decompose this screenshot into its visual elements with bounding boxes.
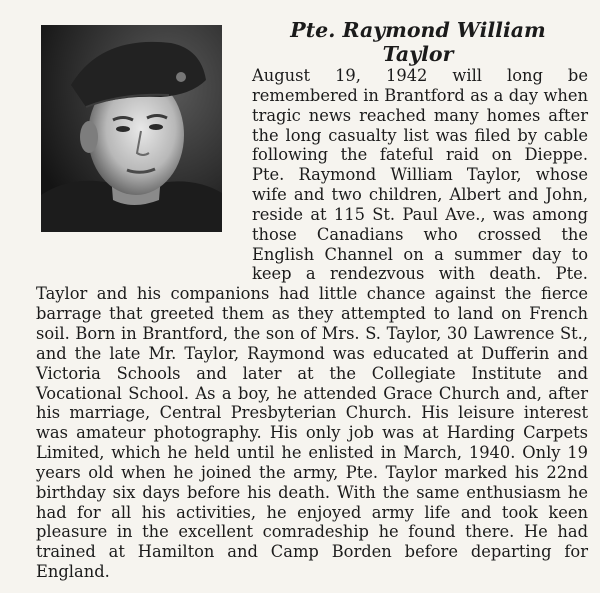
page-title — [268, 18, 568, 66]
article-body — [36, 66, 588, 582]
article-paragraph: August 19, 1942 will long be remembered in Brantford as a day when tragic news reached many homes after the long casualty list was filed by cable following the fateful raid on Dieppe. Pte. Raymond William Taylor, whose wife and two children, Albert and John, reside at 115 St. Paul Ave., was among those Canadians who crossed the English Channel on a summer day to keep a rendezvous with death. Pte. Taylor and his companions had little chance against the fierce barrage that greeted them as they attempted to land on French soil. Born in Brantford, the son of Mrs. S. Taylor, 30 Lawrence St., and the late Mr. Taylor, Raymond was educated at Dufferin and Victoria Schools and later at the Collegiate Institute and Vocational School. As a boy, he attended Grace Church and, after his marriage, Central Presbyterian Church. His leisure interest was amateur photography. His only job was at Harding Carpets Limited, which he held until he enlisted in March, 1940. Only 19 years old when he joined the army, Pte. Taylor marked his 22nd birthday six days before his death. With the same enthusiasm he had for all his activities, he enjoyed army life and took keen pleasure in the excellent comradeship he found there. He had trained at Hamilton and Camp Borden before departing for England. — [36, 66, 588, 582]
photo-spacer — [36, 66, 252, 266]
title-line-2: Taylor — [382, 42, 454, 66]
title-line-1: Pte. Raymond William — [290, 18, 546, 42]
